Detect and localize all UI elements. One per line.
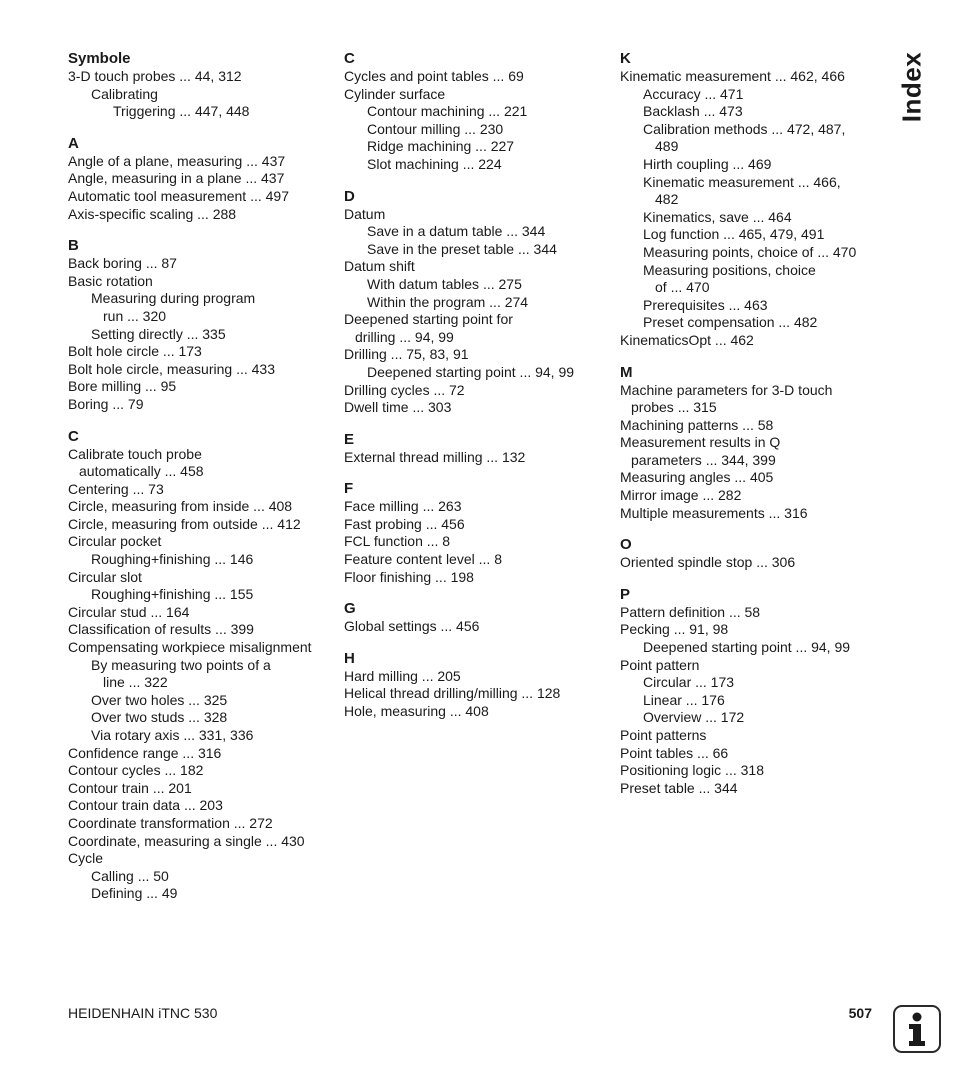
index-section [620,585,870,798]
index-section [68,427,338,903]
index-entry-text: Accuracy ... 471 [643,85,744,102]
index-section [68,49,338,121]
index-entry [68,604,338,622]
index-entry-text: Kinematic measurement ... 466, [643,173,841,190]
index-entry [620,674,870,692]
index-entry [620,86,870,104]
index-entry [620,417,870,435]
index-entry [68,868,338,886]
index-entry [620,604,870,622]
index-entry-text: Circular slot [68,568,142,585]
index-entry [68,498,338,516]
index-entry [68,68,338,86]
index-entry [68,255,338,273]
index-entry-text: Circular ... 173 [643,674,735,691]
index-entry-text: Coordinate transformation ... 272 [68,814,273,831]
index-entry [344,533,614,551]
index-entry [620,639,870,657]
index-entry-text: Axis-specific scaling ... 288 [68,205,237,222]
index-entry [620,382,870,417]
index-entry-text: Pecking ... 91, 98 [620,621,729,638]
index-entry-text: Contour machining ... 221 [367,103,528,120]
index-section-heading: B [68,237,79,255]
index-entry [620,745,870,763]
index-section [344,479,614,586]
index-entry [620,121,870,156]
index-entry [620,174,870,209]
index-entry-continuation: 482 [655,191,679,208]
index-entry [68,290,338,325]
index-section [620,535,870,572]
index-entry-text: Deepened starting point ... 94, 99 [643,639,851,656]
index-section [68,236,338,413]
info-icon [893,1005,941,1053]
index-entry-text: Preset compensation ... 482 [643,314,818,331]
index-entry-text: Boring ... 79 [68,395,144,412]
index-entry-continuation: line ... 322 [103,674,168,691]
index-section-heading: O [620,536,632,554]
index-entry-text: Prerequisites ... 463 [643,296,768,313]
index-section-heading: D [344,187,355,205]
index-entry-text: Angle of a plane, measuring ... 437 [68,152,286,169]
index-entry [68,396,338,414]
index-entry-text: Deepened starting point ... 94, 99 [367,363,575,380]
index-entry-text: Contour train data ... 203 [68,797,223,814]
index-entry-text: Face milling ... 263 [344,498,462,515]
index-entry-text: Contour milling ... 230 [367,120,504,137]
index-section-heading: A [68,134,79,152]
index-entry-text: Calibrating [91,85,158,102]
index-entry-text: Confidence range ... 316 [68,744,222,761]
index-entry-text: Triggering ... 447, 448 [113,103,250,120]
index-entry-text: Floor finishing ... 198 [344,568,474,585]
index-entry-text: Contour train ... 201 [68,779,192,796]
index-entry-text: Over two holes ... 325 [91,691,228,708]
index-entry-text: Datum shift [344,258,415,275]
index-entry [68,569,338,587]
side-title [892,52,932,122]
index-entry [344,223,614,241]
index-entry [620,297,870,315]
index-entry [344,138,614,156]
index-entry [344,685,614,703]
index-entry-text: Measuring positions, choice [643,261,816,278]
index-entry [620,657,870,675]
index-entry [344,449,614,467]
index-entry-text: Hirth coupling ... 469 [643,155,772,172]
index-entry-continuation: probes ... 315 [631,399,717,416]
index-entry-text: Basic rotation [68,272,153,289]
index-entry-text: Kinematic measurement ... 462, 466 [620,68,845,84]
index-entry-text: With datum tables ... 275 [367,275,522,292]
index-entry [68,170,338,188]
index-entry-text: KinematicsOpt ... 462 [620,331,754,348]
index-entry [68,551,338,569]
index-entry-text: Point tables ... 66 [620,744,729,761]
index-section-heading: P [620,585,631,603]
index-section [620,363,870,523]
index-entry-text: Circle, measuring from outside ... 412 [68,515,301,532]
index-entry [344,382,614,400]
index-entry [344,516,614,534]
index-entry-text: Roughing+finishing ... 155 [91,586,254,603]
index-entry [344,399,614,417]
index-entry-text: Kinematics, save ... 464 [643,208,792,225]
index-column-2 [344,49,614,734]
index-entry-text: Multiple measurements ... 316 [620,504,808,521]
index-entry-text: Overview ... 172 [643,709,745,726]
index-section-heading: C [68,427,79,445]
index-entry-text: Pattern definition ... 58 [620,603,761,620]
index-entry [344,241,614,259]
index-entry [68,326,338,344]
index-entry-text: Automatic tool measurement ... 497 [68,187,289,204]
index-entry-text: Via rotary axis ... 331, 336 [91,727,254,743]
index-entry-text: Compensating workpiece misalignment [68,639,312,656]
index-entry [68,692,338,710]
index-entry-text: Drilling cycles ... 72 [344,381,465,398]
index-entry-text: Deepened starting point for [344,311,513,328]
index-entry-text: By measuring two points of a [91,656,271,673]
index-entry-text: Ridge machining ... 227 [367,138,515,155]
index-entry [68,153,338,171]
index-entry [68,586,338,604]
index-entry [344,551,614,569]
index-entry-text: Setting directly ... 335 [91,325,226,342]
index-entry [344,156,614,174]
index-entry [620,103,870,121]
index-entry [68,103,338,121]
index-entry-continuation: parameters ... 344, 399 [631,451,776,468]
index-entry [620,727,870,745]
index-section-heading: Symbole [68,50,131,67]
index-entry [620,554,870,572]
index-entry-text: Global settings ... 456 [344,618,480,635]
index-entry [68,745,338,763]
index-entry-text: Calibrate touch probe [68,445,202,462]
index-entry-text: Machine parameters for 3-D touch [620,381,833,398]
index-entry [68,815,338,833]
index-entry [68,885,338,903]
index-entry [68,343,338,361]
index-entry-text: Cycle [68,850,104,867]
index-entry-text: Point patterns [620,727,707,743]
index-entry [344,569,614,587]
index-entry [620,68,870,86]
index-entry-text: Oriented spindle stop ... 306 [620,554,796,571]
index-section-heading: H [344,649,355,667]
index-entry [68,516,338,534]
index-entry [68,657,338,692]
index-entry [344,258,614,276]
index-entry-text: Dwell time ... 303 [344,399,452,416]
index-entry-text: Linear ... 176 [643,691,725,708]
index-entry [620,469,870,487]
index-entry-text: Hole, measuring ... 408 [344,703,489,720]
index-entry-text: Log function ... 465, 479, 491 [643,226,825,243]
index-entry-text: Backlash ... 473 [643,103,743,120]
index-entry [344,498,614,516]
info-glyph [895,1007,939,1051]
index-entry [68,850,338,868]
index-entry [344,86,614,104]
index-entry-text: Bolt hole circle ... 173 [68,343,202,360]
index-entry-continuation: drilling ... 94, 99 [355,328,454,345]
index-entry-text: Slot machining ... 224 [367,155,502,172]
index-entry-continuation: run ... 320 [103,307,167,324]
index-entry-text: Save in the preset table ... 344 [367,240,557,257]
index-entry [68,762,338,780]
index-entry [68,780,338,798]
index-entry [344,294,614,312]
index-entry [344,364,614,382]
index-entry [620,434,870,469]
footer-product-name: HEIDENHAIN iTNC 530 [68,1005,218,1021]
index-entry-text: Preset table ... 344 [620,779,738,796]
index-entry [344,311,614,346]
index-entry [68,533,338,551]
index-entry [344,346,614,364]
index-entry [620,692,870,710]
index-entry-text: Bolt hole circle, measuring ... 433 [68,360,275,377]
index-entry [68,206,338,224]
index-entry [620,621,870,639]
index-column-1 [68,49,338,916]
index-entry-text: Measuring angles ... 405 [620,469,774,486]
index-entry-text: Over two studs ... 328 [91,709,228,726]
index-entry [344,276,614,294]
index-entry-text: Defining ... 49 [91,885,178,902]
index-entry-text: Circular stud ... 164 [68,603,190,620]
index-section [344,187,614,417]
index-entry [68,833,338,851]
index-entry [68,273,338,291]
index-entry [68,361,338,379]
index-entry [620,244,870,262]
index-entry [68,727,338,745]
index-entry [620,156,870,174]
index-section-heading: E [344,430,355,448]
index-entry-text: Circular pocket [68,533,162,550]
index-entry [68,621,338,639]
index-entry [620,505,870,523]
index-entry [68,797,338,815]
index-entry-text: Save in a datum table ... 344 [367,223,546,240]
index-entry-text: Drilling ... 75, 83, 91 [344,346,469,363]
index-section-heading: F [344,480,354,498]
index-entry-text: Angle, measuring in a plane ... 437 [68,170,285,187]
index-entry [68,639,338,657]
index-entry-text: Calling ... 50 [91,867,169,884]
index-entry-text: Classification of results ... 399 [68,621,254,638]
index-entry [344,121,614,139]
index-entry [620,314,870,332]
index-section [620,49,870,350]
index-section-heading: K [620,50,631,67]
index-entry-text: Datum [344,205,386,222]
index-entry-text: Feature content level ... 8 [344,551,502,568]
index-entry [620,226,870,244]
index-entry-text: Measuring during program [91,290,256,307]
index-entry-text: Mirror image ... 282 [620,487,742,504]
index-entry-text: Cycles and point tables ... 69 [344,68,524,84]
index-entry-text: Circle, measuring from inside ... 408 [68,498,293,515]
index-section [344,430,614,467]
index-entry-text: Calibration methods ... 472, 487, [643,120,846,137]
index-entry-text: Bore milling ... 95 [68,378,177,395]
index-entry [68,446,338,481]
page-number: 507 [848,1005,872,1021]
index-entry [68,378,338,396]
index-entry-text: Measuring points, choice of ... 470 [643,243,857,260]
index-entry-text: Point pattern [620,656,700,673]
index-entry [344,668,614,686]
index-entry [620,487,870,505]
side-title-text: Index [896,51,927,123]
index-entry-text: Machining patterns ... 58 [620,416,774,433]
index-section-heading: G [344,600,356,618]
index-entry-text: Helical thread drilling/milling ... 128 [344,685,561,702]
index-entry [344,206,614,224]
index-entry-text: FCL function ... 8 [344,533,451,550]
index-entry-text: External thread milling ... 132 [344,448,526,465]
index-entry-text: Within the program ... 274 [367,293,529,310]
index-entry [68,86,338,104]
index-entry-continuation: 489 [655,138,679,155]
index-entry-text: 3-D touch probes ... 44, 312 [68,68,242,84]
index-section [344,649,614,721]
index-entry [68,481,338,499]
index-entry-text: Back boring ... 87 [68,255,177,272]
index-entry-text: Cylinder surface [344,85,446,102]
index-entry [344,703,614,721]
index-entry [620,762,870,780]
index-entry-text: Positioning logic ... 318 [620,762,764,779]
index-section [344,599,614,636]
index-entry [620,262,870,297]
index-section-heading: M [620,363,633,381]
index-entry [620,209,870,227]
index-section [344,49,614,174]
index-entry-text: Roughing+finishing ... 146 [91,551,254,568]
index-entry [68,709,338,727]
index-entry [344,68,614,86]
index-section-heading: C [344,50,355,67]
index-entry-text: Hard milling ... 205 [344,667,461,684]
index-entry [620,332,870,350]
index-entry-text: Fast probing ... 456 [344,515,465,532]
index-entry-text: Coordinate, measuring a single ... 430 [68,832,305,849]
index-entry [620,780,870,798]
index-column-3 [620,49,870,810]
index-entry [68,188,338,206]
index-entry-continuation: of ... 470 [655,279,710,296]
index-entry-text: Measurement results in Q [620,434,781,451]
index-section [68,134,338,223]
index-entry [620,709,870,727]
index-entry-continuation: automatically ... 458 [79,463,204,480]
index-entry-text: Centering ... 73 [68,480,164,497]
index-entry-text: Contour cycles ... 182 [68,762,204,779]
index-entry [344,618,614,636]
index-entry [344,103,614,121]
